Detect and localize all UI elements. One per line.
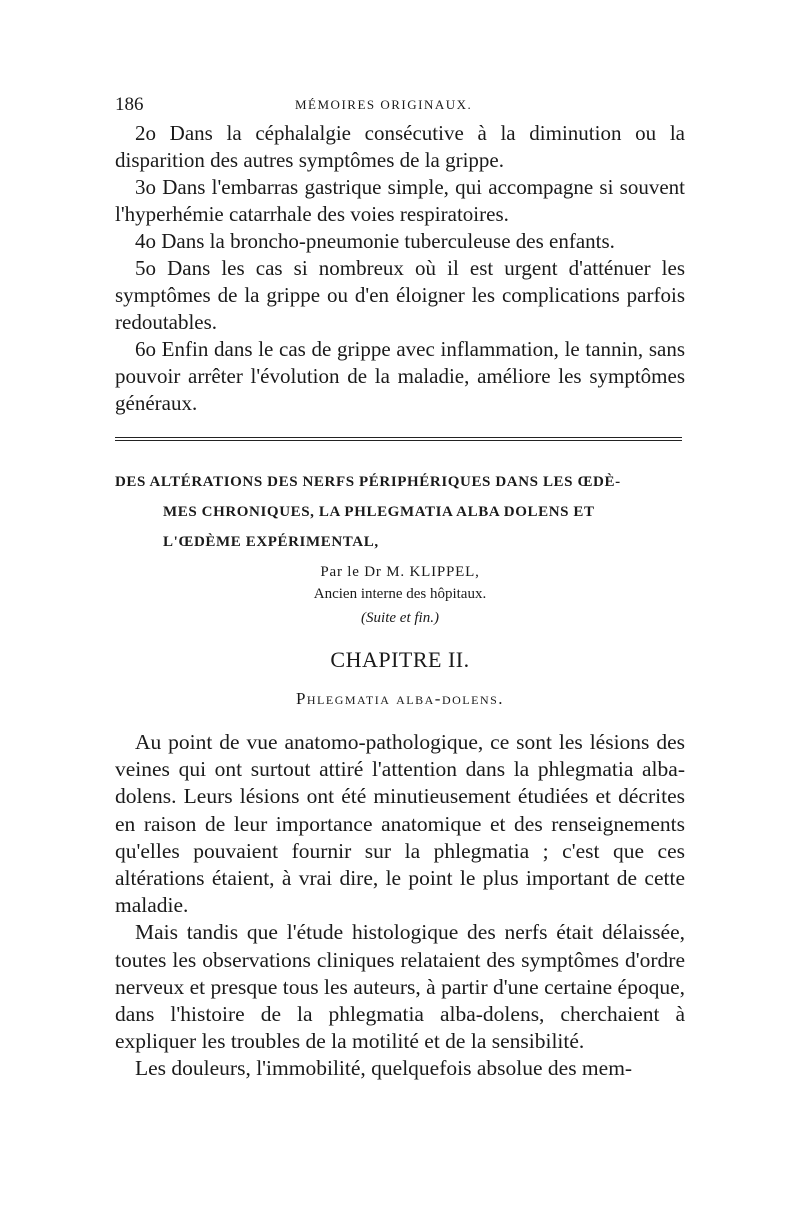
intro-paragraph-3: 3o Dans l'embarras gastrique simple, qui accompagne si souvent l'hyperhémie catarrhale des voies respiratoires.: [115, 175, 685, 226]
page-number: 186: [115, 94, 144, 115]
article-title: [115, 467, 685, 557]
intro-paragraph-6: 6o Enfin dans le cas de grippe avec inflammation, le tannin, sans pouvoir arrêter l'évolution de la maladie, améliore les symptômes généraux.: [115, 337, 685, 415]
byline-author: Par le Dr M. KLIPPEL,: [320, 564, 480, 580]
article-body: [115, 729, 685, 1083]
body-paragraph-1: Au point de vue anatomo-pathologique, ce sont les lésions des veines qui ont surtout attiré l'attention dans la phlegmatia alba-dolens. Leurs lésions ont été minutieusement étudiées et décrites en raison de leur importance anatomique et des renseignements qu'elles pouvaient fournir sur la phlegmatia ; c'est que ces altérations étaient, à vrai dire, le point le plus important de cette maladie.: [115, 730, 685, 918]
section-heading: Phlegmatia alba-dolens.: [295, 689, 505, 708]
article-title-line-3: L'ŒDÈME EXPÉRIMENTAL,: [163, 534, 379, 550]
byline-role: Ancien interne des hôpitaux.: [313, 586, 487, 602]
running-header: [115, 92, 685, 120]
byline: [115, 561, 685, 629]
intro-paragraph-4: 4o Dans la broncho-pneumonie tuberculeuse des enfants.: [135, 229, 615, 253]
chapter-heading: CHAPITRE II.: [330, 647, 470, 672]
journal-page: [115, 92, 685, 1083]
byline-note: (Suite et fin.): [361, 610, 439, 626]
running-title: MÉMOIRES ORIGINAUX.: [295, 97, 473, 112]
body-paragraph-2: Mais tandis que l'étude histologique des nerfs était délaissée, toutes les observations cliniques relataient des symptômes d'ordre nerveux et presque tous les auteurs, à partir d'une certaine époque, dans l'histoire de la phlegmatia alba-dolens, cherchaient à expliquer les troubles de la motilité et de la sensibilité.: [115, 920, 685, 1054]
intro-paragraph-2: 2o Dans la céphalalgie consécutive à la diminution ou la disparition des autres symptômes de la grippe.: [115, 121, 685, 172]
article-title-line-2: MES CHRONIQUES, LA PHLEGMATIA ALBA DOLENS ET: [163, 504, 595, 520]
article-title-line-1: DES ALTÉRATIONS DES NERFS PÉRIPHÉRIQUES DANS LES ŒDÈ-: [115, 474, 621, 490]
intro-paragraph-5: 5o Dans les cas si nombreux où il est urgent d'atténuer les symptômes de la grippe ou d'en éloigner les complications parfois redoutables.: [115, 256, 685, 334]
section-divider-rule: [115, 437, 682, 441]
body-paragraph-3: Les douleurs, l'immobilité, quelquefois absolue des mem-: [135, 1056, 633, 1081]
previous-article-conclusion: [115, 120, 685, 417]
